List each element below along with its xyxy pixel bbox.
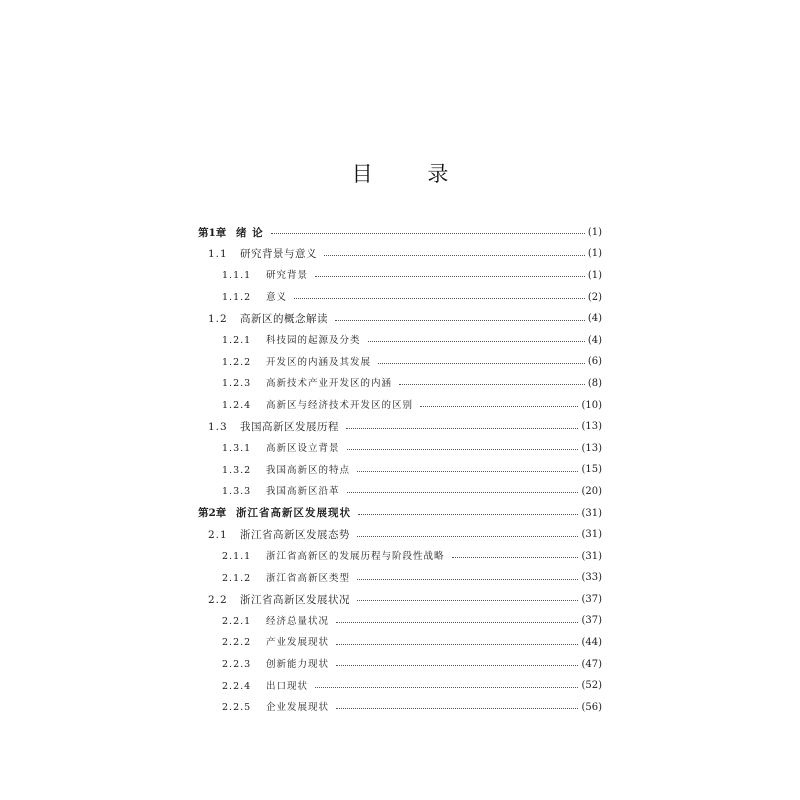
dot-leader: [271, 233, 585, 234]
toc-entry-number: 1.2.3: [222, 378, 252, 390]
toc-entry-number: 2.2.4: [222, 680, 252, 692]
toc-entry-page-number: (31): [581, 507, 602, 519]
toc-entry-page-number: (56): [581, 701, 602, 713]
toc-subsection-entry: [198, 373, 602, 395]
toc-entry-number: 1.1.2: [222, 291, 252, 303]
toc-entry-title: 浙江省高新区发展现状: [236, 507, 351, 520]
toc-subsection-entry: [198, 611, 602, 633]
toc-entry-number: 1.1.1: [222, 270, 252, 282]
toc-entry-title: 浙江省高新区类型: [266, 572, 351, 584]
toc-entry-page-number: (37): [581, 593, 602, 605]
toc-subsection-entry: [198, 481, 602, 503]
toc-entry-title: 产业发展现状: [266, 637, 330, 649]
toc-entry-page-number: (4): [587, 313, 602, 325]
dot-leader: [324, 255, 585, 256]
toc-entry-title: 研究背景: [266, 270, 309, 282]
toc-entry-number: 1.2.4: [222, 399, 252, 411]
toc-entry-number: 2.2: [208, 593, 228, 606]
toc-entry-number: 1.3: [208, 420, 228, 433]
dot-leader: [335, 320, 585, 321]
toc-subsection-entry: [198, 265, 602, 287]
toc-entry-title: 我国高新区的特点: [266, 464, 351, 476]
toc-entry-number: 1.1: [208, 248, 228, 261]
toc-entry-page-number: (47): [581, 658, 602, 670]
toc-entry-page-number: (52): [581, 680, 602, 692]
toc-entry-number: 第1章: [198, 226, 227, 239]
table-of-contents: [198, 222, 602, 719]
toc-section-entry: [198, 589, 602, 611]
toc-entry-page-number: (4): [587, 334, 602, 346]
toc-subsection-entry: [198, 546, 602, 568]
toc-entry-title: 科技园的起源及分类: [266, 335, 361, 347]
toc-entry-page-number: (31): [581, 550, 602, 562]
toc-entry-page-number: (10): [581, 399, 602, 411]
toc-chapter-entry: [198, 222, 602, 244]
toc-entry-page-number: (31): [581, 529, 602, 541]
dot-leader: [378, 363, 585, 364]
toc-entry-page-number: (20): [581, 485, 602, 497]
toc-entry-number: 1.2.1: [222, 335, 252, 347]
toc-entry-title: 浙江省高新区发展态势: [240, 528, 350, 541]
toc-entry-page-number: (2): [587, 291, 602, 303]
toc-subsection-entry: [198, 438, 602, 460]
dot-leader: [294, 298, 585, 299]
toc-entry-number: 2.2.2: [222, 637, 252, 649]
toc-entry-title: 高新区设立背景: [266, 442, 340, 454]
toc-section-entry: [198, 416, 602, 438]
toc-entry-page-number: (1): [587, 226, 602, 238]
dot-leader: [399, 384, 585, 385]
toc-entry-number: 1.2: [208, 312, 228, 325]
toc-entry-title: 高新区与经济技术开发区的区别: [266, 399, 414, 411]
toc-entry-page-number: (1): [587, 248, 602, 260]
toc-entry-page-number: (1): [587, 269, 602, 281]
toc-entry-number: 2.2.3: [222, 658, 252, 670]
page-title: 目 录: [351, 162, 473, 186]
toc-entry-title: 我国高新区发展历程: [240, 420, 339, 433]
toc-entry-page-number: (13): [581, 442, 602, 454]
toc-entry-page-number: (6): [587, 356, 602, 368]
toc-section-entry: [198, 524, 602, 546]
toc-entry-title: 企业发展现状: [266, 702, 330, 714]
dot-leader: [368, 341, 585, 342]
dot-leader: [336, 708, 578, 709]
toc-entry-number: 2.2.1: [222, 615, 252, 627]
toc-subsection-entry: [198, 675, 602, 697]
toc-subsection-entry: [198, 395, 602, 417]
toc-entry-title: 研究背景与意义: [240, 248, 317, 261]
toc-section-entry: [198, 308, 602, 330]
toc-entry-number: 2.1: [208, 528, 228, 541]
toc-entry-page-number: (8): [587, 377, 602, 389]
dot-leader: [315, 276, 585, 277]
toc-subsection-entry: [198, 287, 602, 309]
dot-leader: [420, 406, 578, 407]
toc-subsection-entry: [198, 568, 602, 590]
dot-leader: [357, 600, 578, 601]
toc-entry-title: 我国高新区沿革: [266, 486, 340, 498]
toc-entry-number: 1.2.2: [222, 356, 252, 368]
toc-entry-page-number: (15): [581, 464, 602, 476]
dot-leader: [357, 471, 578, 472]
dot-leader: [357, 579, 578, 580]
dot-leader: [336, 665, 578, 666]
dot-leader: [346, 428, 578, 429]
toc-subsection-entry: [198, 697, 602, 719]
toc-entry-title: 开发区的内涵及其发展: [266, 356, 372, 368]
toc-entry-page-number: (33): [581, 572, 602, 584]
dot-leader: [347, 449, 579, 450]
toc-subsection-entry: [198, 330, 602, 352]
toc-entry-page-number: (13): [581, 421, 602, 433]
toc-chapter-entry: [198, 503, 602, 525]
toc-entry-title: 创新能力现状: [266, 658, 330, 670]
toc-entry-title: 高新区的概念解读: [240, 312, 328, 325]
dot-leader: [452, 557, 579, 558]
dot-leader: [358, 514, 578, 515]
dot-leader: [347, 492, 579, 493]
toc-subsection-entry: [198, 352, 602, 374]
toc-entry-number: 第2章: [198, 507, 227, 520]
toc-subsection-entry: [198, 654, 602, 676]
dot-leader: [357, 536, 578, 537]
toc-entry-number: 1.3.1: [222, 442, 252, 454]
dot-leader: [336, 644, 578, 645]
toc-entry-title: 浙江省高新区发展状况: [240, 593, 350, 606]
toc-subsection-entry: [198, 460, 602, 482]
toc-entry-number: 1.3.3: [222, 486, 252, 498]
toc-entry-title: 绪 论: [236, 226, 264, 239]
toc-entry-title: 高新技术产业开发区的内涵: [266, 378, 393, 390]
toc-entry-title: 浙江省高新区的发展历程与阶段性战略: [266, 550, 445, 562]
toc-entry-number: 2.2.5: [222, 702, 252, 714]
dot-leader: [336, 622, 578, 623]
toc-entry-page-number: (37): [581, 615, 602, 627]
toc-entry-title: 经济总量状况: [266, 615, 330, 627]
dot-leader: [315, 687, 578, 688]
toc-entry-number: 2.1.1: [222, 550, 252, 562]
toc-section-entry: [198, 244, 602, 266]
toc-entry-title: 意义: [266, 291, 288, 303]
toc-entry-page-number: (44): [581, 637, 602, 649]
toc-subsection-entry: [198, 632, 602, 654]
toc-entry-number: 2.1.2: [222, 572, 252, 584]
toc-entry-number: 1.3.2: [222, 464, 252, 476]
toc-entry-title: 出口现状: [266, 680, 309, 692]
